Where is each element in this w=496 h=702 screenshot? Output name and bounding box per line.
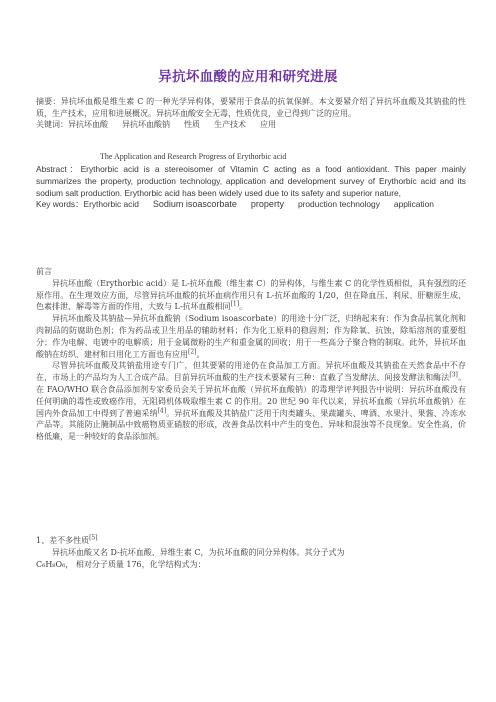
section1-heading: 1、差不多性质[5] bbox=[36, 534, 98, 545]
english-title: The Application and Research Progress of Erythorbic acid bbox=[100, 152, 287, 161]
section1-formula-line: C₆H₈O₆， 相对分子质量 176，化学结构式为： bbox=[36, 560, 206, 569]
keyword-cn-4: 生产技术 bbox=[214, 120, 246, 129]
keyword-cn-2: 异抗坏血酸钠 bbox=[122, 120, 170, 129]
abstract-en bbox=[36, 164, 466, 211]
citation-3: [3] bbox=[449, 371, 458, 379]
keywords-en-label: Key words： bbox=[36, 199, 84, 210]
keyword-en-3: property bbox=[250, 199, 284, 210]
preface-heading: 前言 bbox=[36, 267, 52, 276]
citation-4: [4] bbox=[157, 406, 167, 414]
abstract-cn-text: 异抗坏血酸是维生素 C 的一种光学异构体，要紧用于食品的抗氧保鲜。本文要紧介绍了异抗坏血酸及其钠盐的性质，生产技术，应用和进展概况。异抗坏血酸安全无毒，性质优良，业已得到广泛的应用。 bbox=[36, 97, 467, 118]
keyword-en-4: production technology bbox=[297, 199, 380, 210]
preface-paragraph-2: 异抗坏血酸及其钠盐—异抗坏血酸钠（Sodium isoascorbate）的用途十分广泛，归纳起来有：作为食品抗氧化剂和肉制品的防腐助色剂；作为药品或卫生用品的辅助材料；作为化工原料的稳固剂；作为除氧、抗蚀、除垢溶剂的重要组分；作为电解、电镀中的电解质；用于金属微粉的生产和重金属的回收；用于一些高分子聚合物的制取。此外，异抗坏血酸钠在纺织、建材和日用化工方面也有应用[2]。 bbox=[36, 314, 466, 359]
keywords-cn bbox=[36, 119, 466, 131]
keyword-en-2: Sodium isoascorbate bbox=[152, 199, 237, 210]
keyword-en-5: application bbox=[393, 199, 434, 210]
molecular-formula: C₆H₈O₆ bbox=[36, 560, 66, 569]
abstract-en-text: Erythorbic acid is a stereoisomer of Vitamin C acting as a food antioxidant. This paper mainly summarizes the property, production technology, application and development survey of Erythorbic acid and its sodium salt production. Erythorbic acid has been widely used due to its safety and superior nature, bbox=[36, 164, 466, 198]
preface-paragraph-1: 异抗坏血酸（Erythorbic acid）是 L-抗坏血酸（维生素 C）的异构体，与维生素 C 的化学性质相似，具有强烈的还原作用。在生理效应方面，尽管异抗坏血酸的抗坏血病作用只有 L-抗坏血酸的 1/20，但在降血压、利尿、肝糖原生成、色素排泄、解毒等方面的作用，大致与 L-抗坏血酸相同[1]。 bbox=[36, 278, 466, 312]
preface-paragraph-3: 尽管异抗坏血酸及其钠盐用途专门广，但其要紧的用途仍在食品加工方面。异抗坏血酸及其钠盐在天然食品中不存在，市场上的产品均为人工合成产品。目前异抗坏血酸的生产技术要紧有三种：直截了当发酵法、间接发酵法和酶法[3]。在 FAO/WHO 联合食品添加剂专家委员会关于异抗坏血酸（异抗坏血酸钠）的毒理学评判报告中说明：异抗坏血酸没有任何明确的毒性或致癌作用，无阻碍机体吸取维生素 C 的作用。20 世纪 90 年代以来，异抗坏血酸（异抗坏血酸钠）在国内外食品加工中得到了普遍采纳[4]。异抗坏血酸及其钠盐广泛用于肉类罐头、果蔬罐头、啤酒、水果汁、果酱、冷冻水产品等。其能防止腌制品中致癌物质亚硝胺的形成，改善食品饮料中产生的变色、异味和混浊等不良现象。安全性高，价格低廉，是一种较好的食品添加剂。 bbox=[36, 361, 467, 442]
preface-section bbox=[36, 266, 466, 443]
abstract-cn-label: 摘要： bbox=[36, 97, 61, 106]
citation-5: [5] bbox=[89, 534, 98, 542]
keyword-cn-1: 异抗坏血酸 bbox=[68, 120, 108, 129]
abstract-en-label: Abstract： bbox=[36, 164, 81, 174]
citation-2: [2] bbox=[188, 347, 197, 355]
keywords-cn-label: 关键词： bbox=[36, 120, 68, 129]
keywords-en bbox=[36, 199, 466, 211]
document-title: 异抗坏血酸的应用和研究进展 bbox=[158, 69, 338, 85]
section-basic-properties bbox=[36, 535, 466, 571]
abstract-cn bbox=[36, 96, 466, 131]
keyword-cn-5: 应用 bbox=[260, 120, 276, 129]
citation-1: [1] bbox=[230, 300, 240, 308]
keyword-en-1: Erythorbic acid bbox=[83, 199, 139, 210]
section1-paragraph: 异抗坏血酸又名 D-抗坏血酸、异维生素 C，为抗坏血酸的同分异构体。其分子式为 bbox=[52, 548, 345, 557]
keyword-cn-3: 性质 bbox=[184, 120, 200, 129]
